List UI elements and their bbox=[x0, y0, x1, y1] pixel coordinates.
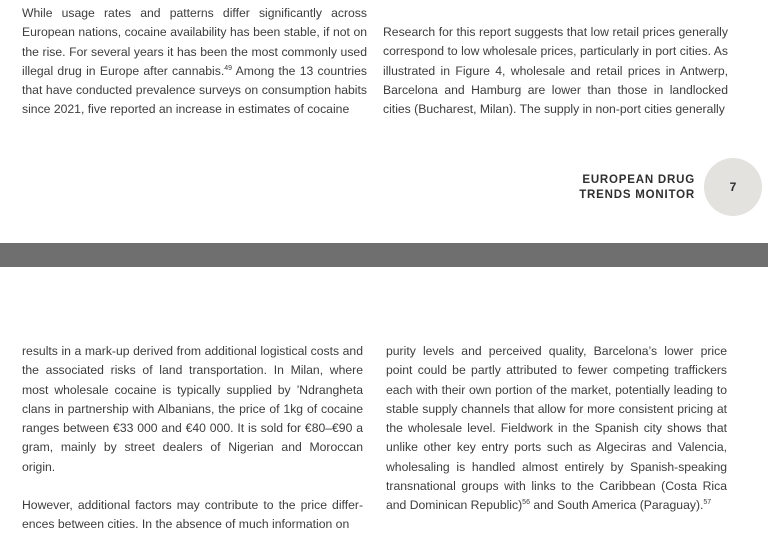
page-number: 7 bbox=[729, 180, 737, 194]
top-left-paragraph: While usage rates and patterns differ significantly across European nations, cocaine availability has been stable, if not on the rise. For several years it has been the most commonly used illegal drug in Europe after cannabis.$^{49}$ Among the 13 countries that have conducted prevalence surveys on consumption habits since 2021, five reported an increase in estimates of cocaine bbox=[22, 6, 367, 117]
top-left-column bbox=[22, 4, 367, 120]
top-right-column bbox=[383, 23, 728, 119]
page-separator bbox=[0, 243, 768, 267]
bottom-left-paragraph-1: results in a mark-up derived from additional logistical costs and the associated risks of land transportation. In Milan, where most wholesale cocaine is typically supplied by ’Ndrangheta clans in partnership with Albanians, the price of 1kg of cocaine ranges between €33 000 and €40 000. It is sold for €80–€90 a gram, mainly by street dealers of Nigerian and Moroccan origin. bbox=[22, 344, 363, 474]
footnote-ref: 49 bbox=[224, 64, 233, 72]
footnote-ref: 56 bbox=[522, 499, 530, 507]
bottom-left-paragraph-2: However, additional factors may contribute to the price differences between cities. In the absence of much information on bbox=[22, 498, 363, 532]
bottom-right-paragraph: purity levels and perceived quality, Barcelona’s lower price point could be partly attributed to fewer competing traffickers each with their own portion of the market, potentially leading to stable supply channels that allow for more consistent pricing at the wholesale level. Fieldwork in the Spanish city shows that unlike other key entry ports such as Algeciras and Valencia, wholesaling is handled almost entirely by Spanish-speaking transnational groups with links to the Caribbean (Costa Rica and Dominican Republic)$^{56}$ and South America (Paraguay).$^{57}$ bbox=[386, 344, 727, 513]
page-number-badge bbox=[704, 158, 762, 216]
bottom-left-column bbox=[22, 342, 363, 535]
footnote-ref: 57 bbox=[703, 499, 712, 507]
top-right-paragraph: Research for this report suggests that low retail prices generally correspond to low wholesale prices, particularly in port cities. As illustrated in Figure 4, wholesale and retail prices in Antwerp, Barcelona and Hamburg are lower than those in landlocked cities (Bucharest, Milan). The supply in non-port cities generally bbox=[383, 25, 728, 117]
publication-title: EUROPEAN DRUG TRENDS MONITOR bbox=[579, 174, 695, 201]
bottom-right-column bbox=[386, 342, 727, 516]
